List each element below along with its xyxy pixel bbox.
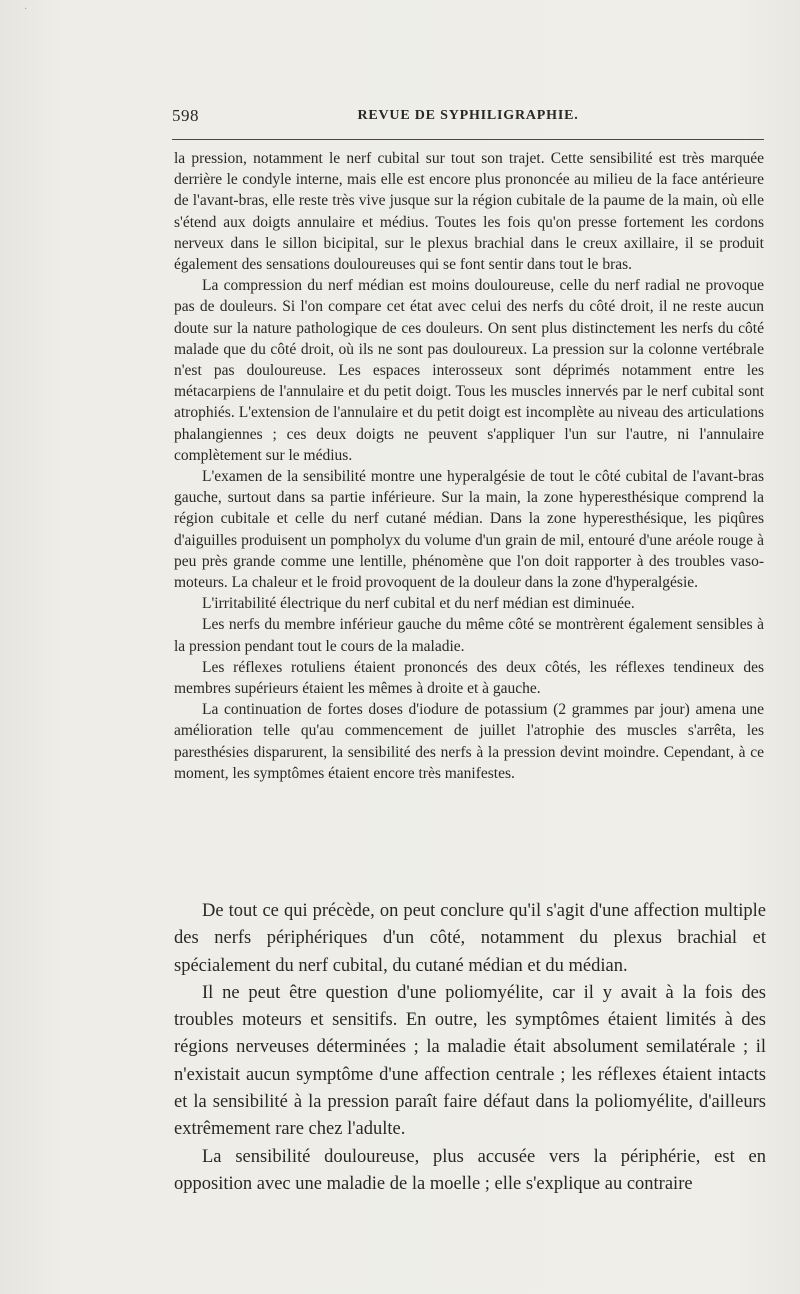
paragraph: Les nerfs du membre inférieur gauche du même côté se montrèrent également sensibles à la pression pendant tout le cours de la maladie. — [174, 616, 764, 655]
scan-mark: · — [24, 4, 28, 15]
running-title: REVUE DE SYPHILIGRAPHIE. — [357, 108, 579, 123]
small-print-section — [174, 148, 764, 784]
main-text-section — [174, 898, 766, 1198]
paragraph: Il ne peut être question d'une poliomyélite, car il y avait à la fois des troubles moteurs et sensitifs. En outre, les symptômes étaient limités à des régions nerveuses déterminées ; la maladie était absolument semilatérale ; il n'existait aucun symptôme d'une affection centrale ; les réflexes étaient intacts et la sensibilité à la pression paraît faire défaut dans la poliomyélite, d'ailleurs extrêmement rare chez l'adulte. — [174, 982, 766, 1140]
paragraph: L'examen de la sensibilité montre une hyperalgésie de tout le côté cubital de l'avant-bras gauche, surtout dans sa partie inférieure. Sur la main, la zone hyperesthésique comprend la région cubitale et celle du nerf cutané médian. Dans la zone hyperesthésique, les piqûres d'aiguilles produisent un pompholyx du volume d'un grain de mil, entouré d'une aréole rouge à peu près grande comme une lentille, phénomène que l'on doit rapporter à des troubles vaso-moteurs. La chaleur et le froid provoquent de la douleur dans la zone d'hyperalgésie. — [174, 468, 764, 592]
page-header — [172, 106, 764, 130]
paragraph: La sensibilité douloureuse, plus accusée vers la périphérie, est en opposition avec une maladie de la moelle ; elle s'explique au contraire — [174, 1146, 766, 1194]
paragraph: De tout ce qui précède, on peut conclure qu'il s'agit d'une affection multiple des nerfs périphériques d'un côté, notamment du plexus brachial et spécialement du nerf cubital, du cutané médian et du médian. — [174, 901, 766, 976]
paragraph: La compression du nerf médian est moins douloureuse, celle du nerf radial ne provoque pas de douleurs. Si l'on compare cet état avec celui des nerfs du côté droit, il ne reste aucun doute sur la nature pathologique de ces douleurs. On sent plus distinctement les nerfs du côté malade que du côté droit, où ils ne sont pas douloureux. La pression sur la colonne vertébrale n'est pas douloureuse. Les espaces interosseux sont déprimés notamment entre les métacarpiens de l'annulaire et du petit doigt. Tous les muscles innervés par le nerf cubital sont atrophiés. L'extension de l'annulaire et du petit doigt est incomplète au niveau des articulations phalangiennes ; ces deux doigts ne peuvent s'appliquer l'un sur l'autre, ni l'annulaire complètement sur le médius. — [174, 277, 764, 464]
paragraph: L'irritabilité électrique du nerf cubital et du nerf médian est diminuée. — [202, 595, 635, 613]
header-rule — [172, 139, 764, 140]
paragraph: la pression, notamment le nerf cubital sur tout son trajet. Cette sensibilité est très marquée derrière le condyle interne, mais elle est encore plus prononcée au milieu de la face antérieure de l'avant-bras, elle reste très vive jusque sur la région cubitale de la paume de la main, où elle s'étend aux doigts annulaire et médius. Toutes les fois qu'on presse fortement les cordons nerveux dans le sillon bicipital, sur le plexus brachial dans le creux axillaire, il se produit également des sensations douloureuses qui se font sentir dans tout le bras. — [174, 150, 764, 274]
paragraph: La continuation de fortes doses d'iodure de potassium (2 grammes par jour) amena une amélioration telle qu'au commencement de juillet l'atrophie des muscles s'arrêta, les paresthésies disparurent, la sensibilité des nerfs à la pression devint moindre. Cependant, à ce moment, les symptômes étaient encore très manifestes. — [174, 701, 764, 782]
paragraph: Les réflexes rotuliens étaient prononcés des deux côtés, les réflexes tendineux des membres supérieurs étaient les mêmes à droite et à gauche. — [174, 658, 764, 698]
page-number: 598 — [172, 106, 199, 125]
